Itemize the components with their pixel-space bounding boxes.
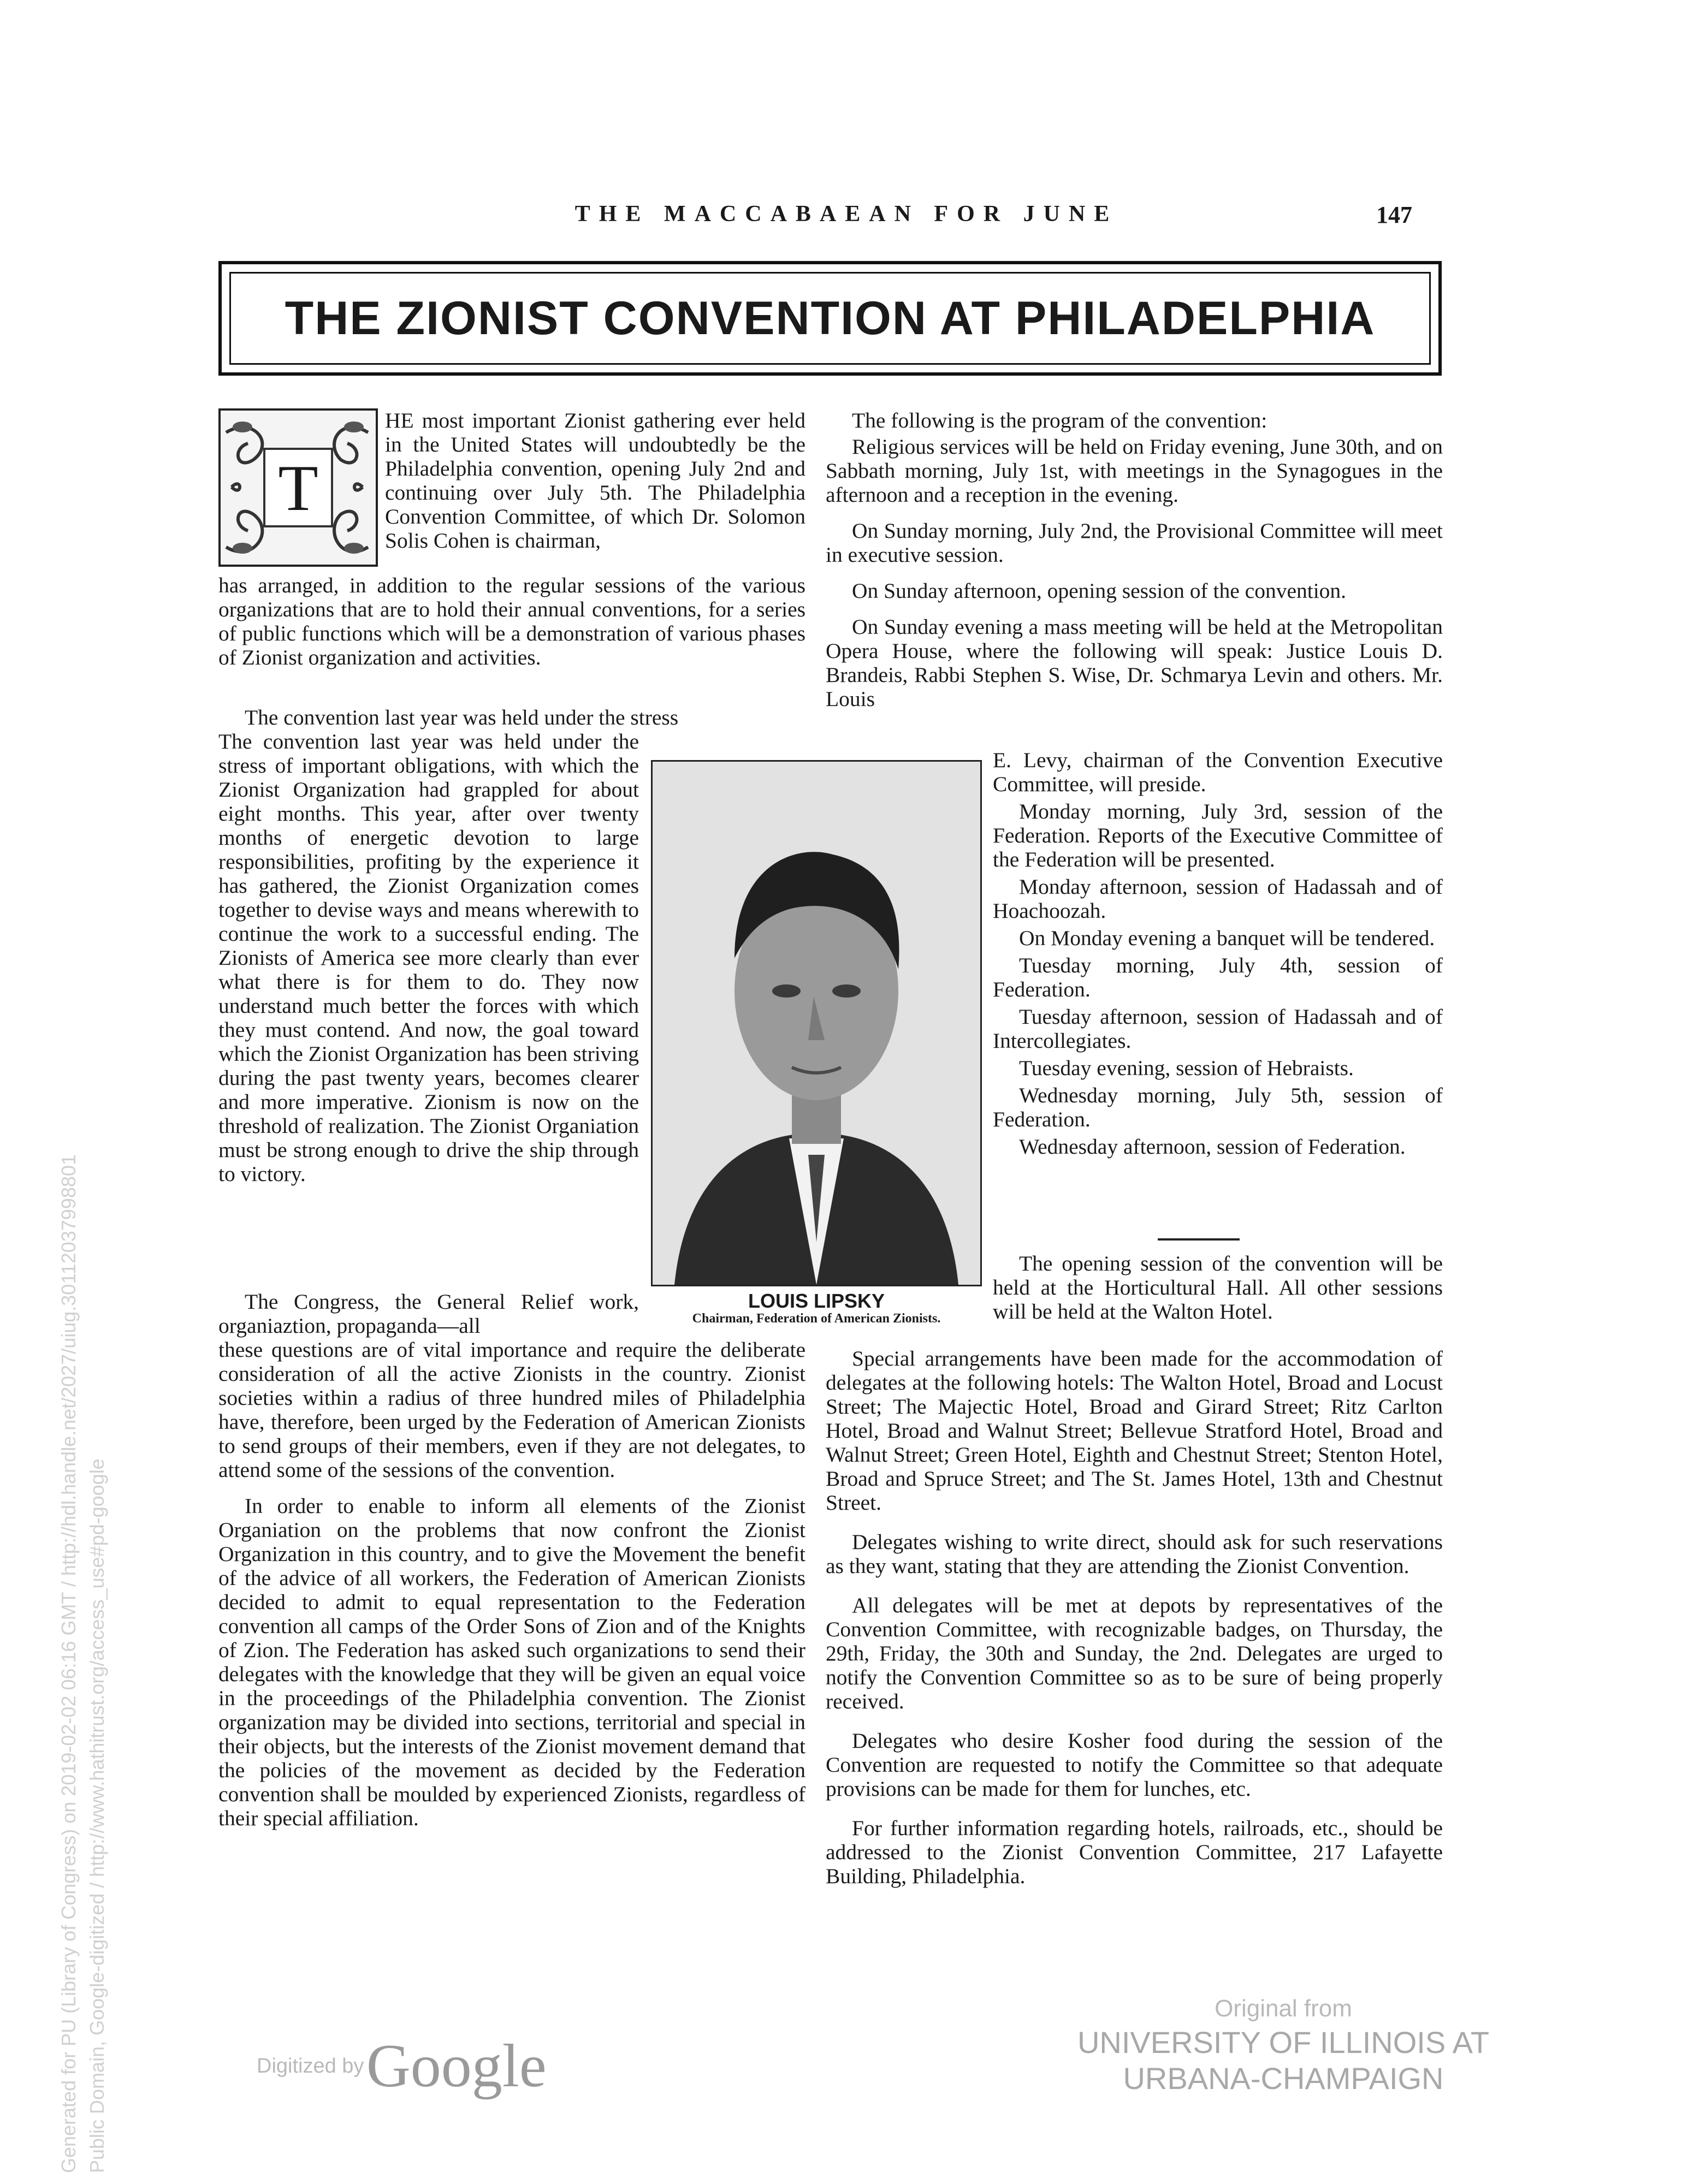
paragraph-representation: In order to enable to inform all elements of the Zionist Organiation on the problems that now confront the Zionist Organization in this country, and to give the Movement the benefit of the advice of all workers, the Federation of American Zionists decided to admit to equal representation to the Federation convention all camps of the Order Sons of Zion and of the Knights of Zion. The Federation has asked such organizations to send their delegates with the knowledge that they will be given an equal voice in the proceedings of the Philadelphia convention. The Zionist organization may be divided into sections, territorial and special in their objects, but the interests of the Zionist movement demand that the policies of the movement as decided by the Federation convention shall be moulded by experienced Zionists, regardless of their special affiliation. — [218, 1494, 805, 1830]
portrait-man-icon — [653, 762, 980, 1285]
program-kosher: Delegates who desire Kosher food during the session of the Convention are requested to notify the Committee so that adequate provisions can be made for them for lunches, etc. — [826, 1729, 1443, 1801]
program-venue: The opening session of the convention will be held at the Horticultural Hall. All other sessions will be held at the Walton Hotel. — [993, 1251, 1443, 1324]
program-tuesday-evening: Tuesday evening, session of Hebraists. — [1019, 1056, 1354, 1080]
portrait-photo — [651, 760, 982, 1286]
title-inner-frame — [229, 272, 1431, 365]
program-monday-afternoon: Monday afternoon, session of Hadassah and of Hoachoozah. — [993, 875, 1443, 923]
photo-caption-title: Chairman, Federation of American Zionists. — [692, 1311, 941, 1326]
digitized-by-google-watermark — [257, 2031, 547, 2102]
side-stamp-line-2: Public Domain, Google-digitized / http://www.hathitrust.org/access_use#pd-google — [86, 1458, 108, 2173]
photo-caption-name: LOUIS LIPSKY — [748, 1290, 885, 1312]
university-line-1: UNIVERSITY OF ILLINOIS AT — [1077, 2025, 1490, 2060]
right-column-lower — [826, 1346, 1443, 1900]
paragraph-congress-lead: The Congress, the General Relief work, organiaztion, propaganda—all — [218, 1290, 639, 1338]
intro-paragraph-start: HE most important Zionist gathering ever held in the United States will undoubtedly be the Philadelphia convention, opening July 2nd and continuing over July 5th. The Philadelphia Convention Committee, of which Dr. Solomon Solis Cohen is chairman, — [385, 408, 805, 553]
right-column-upper — [826, 408, 1443, 711]
left-column-lower — [218, 1338, 805, 1842]
article-title: THE ZIONIST CONVENTION AT PHILADELPHIA — [285, 292, 1376, 345]
program-depots: All delegates will be met at depots by representatives of the Convention Committee, with recognizable badges, on Thursday, the 29th, Friday, the 30th and Sunday, the 2nd. Delegates are urged to notify the Convention Committee so as to be sure of being properly received. — [826, 1593, 1443, 1713]
left-column-para3-lead — [218, 1290, 639, 1338]
hathitrust-side-stamp — [55, 1154, 111, 2173]
intro-beside-dropcap — [385, 408, 805, 565]
program-religious-services: Religious services will be held on Friday evening, June 30th, and on Sabbath morning, July 1st, with meetings in the Synagogues in the afternoon and a reception in the evening. — [826, 435, 1443, 507]
university-line-2: URBANA-CHAMPAIGN — [1123, 2061, 1444, 2096]
program-wednesday-afternoon: Wednesday afternoon, session of Federation. — [1019, 1135, 1406, 1159]
paragraph-convention-last-year: The convention last year was held under the stress of important obligations, with which the Zionist Organization had grappled for about eight months. This year, after over twenty months of energetic devotion to large responsibilities, profiting by the experience it has gathered, the Zionist Organization comes together to devise ways and means wherewith to continue the work to a successful ending. The Zionists of America see more clearly than ever what there is for them to do. They now understand much better the forces with which they must contend. And now, the goal toward which the Zionist Organization has been striving during the past twenty years, becomes clearer and more imperative. Zionism is now on the threshold of realization. The Zionist Organiation must be strong enough to drive the ship through to victory. — [218, 729, 639, 1186]
program-tuesday-afternoon: Tuesday afternoon, session of Hadassah and of Intercollegiates. — [993, 1005, 1443, 1053]
program-reservations: Delegates wishing to write direct, should ask for such reservations as they want, stating that they are attending the Zionist Convention. — [826, 1530, 1443, 1578]
original-from-label: Original from — [1215, 1995, 1352, 2022]
section-divider — [1158, 1238, 1240, 1241]
program-sunday-morning: On Sunday morning, July 2nd, the Provisional Committee will meet in executive session. — [826, 519, 1443, 567]
drop-cap-letter: T — [278, 452, 318, 524]
program-monday-morning: Monday morning, July 3rd, session of the Federation. Reports of the Executive Committee of the Federation will be presented. — [993, 799, 1443, 871]
program-hotels: Special arrangements have been made for the accommodation of delegates at the following hotels: The Walton Hotel, Broad and Locust Street; The Majectic Hotel, Broad and Girard Street; Ritz Carlton Hotel, Broad and Walnut Street; Bellevue Stratford Hotel, Broad and Walnut Street; Green Hotel, Eighth and Chestnut Street; Stenton Hotel, Broad and Spruce Street; and The St. James Hotel, 13th and Chestnut Street. — [826, 1346, 1443, 1515]
drop-cap-ornament — [218, 408, 378, 567]
left-column-narrow — [218, 729, 639, 1198]
side-stamp-line-1: Generated for PU (Library of Congress) on 2019-02-02 06:16 GMT / http://hdl.handle.net/2027/uiug.30112037998801 — [57, 1154, 80, 2173]
right-column-venue — [993, 1251, 1443, 1336]
program-intro: The following is the program of the convention: — [852, 408, 1268, 432]
paragraph-convention-last-year-lead: The convention last year was held under the stress — [245, 705, 679, 729]
program-further-info: For further information regarding hotels, railroads, etc., should be addressed to the Zionist Convention Committee, 217 Lafayette Building, Philadelphia. — [826, 1816, 1443, 1888]
program-monday-evening: On Monday evening a banquet will be tendered. — [1019, 926, 1435, 950]
program-sunday-evening: On Sunday evening a mass meeting will be held at the Metropolitan Opera House, where the following will speak: Justice Louis D. Brandeis, Rabbi Stephen S. Wise, Dr. Schmarya Levin and others. Mr. Louis — [826, 615, 1443, 711]
program-tuesday-morning: Tuesday morning, July 4th, session of Federation. — [993, 953, 1443, 1001]
intro-paragraph-continued: has arranged, in addition to the regular sessions of the various organizations that are to hold their annual conventions, for a series of public functions which will be a demonstration of various phases of Zionist organization and activities. — [218, 573, 805, 669]
program-wednesday-morning: Wednesday morning, July 5th, session of Federation. — [993, 1083, 1443, 1131]
running-head: THE MACCABAEAN FOR JUNE — [574, 201, 1118, 227]
left-column-para2-lead — [218, 705, 805, 729]
title-box — [218, 261, 1442, 376]
university-watermark — [1038, 2025, 1529, 2097]
paragraph-congress: these questions are of vital importance and require the deliberate consideration of all the active Zionists in the country. Zionist societies within a radius of three hundred miles of Philadelphia have, therefore, been urged by the Federation of American Zionists to send groups of their members, even if they are not delegates, to attend some of the sessions of the convention. — [218, 1338, 805, 1482]
program-sunday-evening-continued: E. Levy, chairman of the Convention Executive Committee, will preside. — [993, 748, 1443, 796]
google-logo: Google — [366, 2032, 547, 2100]
page-number: 147 — [1376, 201, 1412, 228]
right-column-narrow — [993, 748, 1443, 1162]
digitized-by-label: Digitized by — [257, 2055, 364, 2078]
program-sunday-afternoon: On Sunday afternoon, opening session of the convention. — [852, 579, 1347, 603]
left-column-upper — [218, 573, 805, 681]
